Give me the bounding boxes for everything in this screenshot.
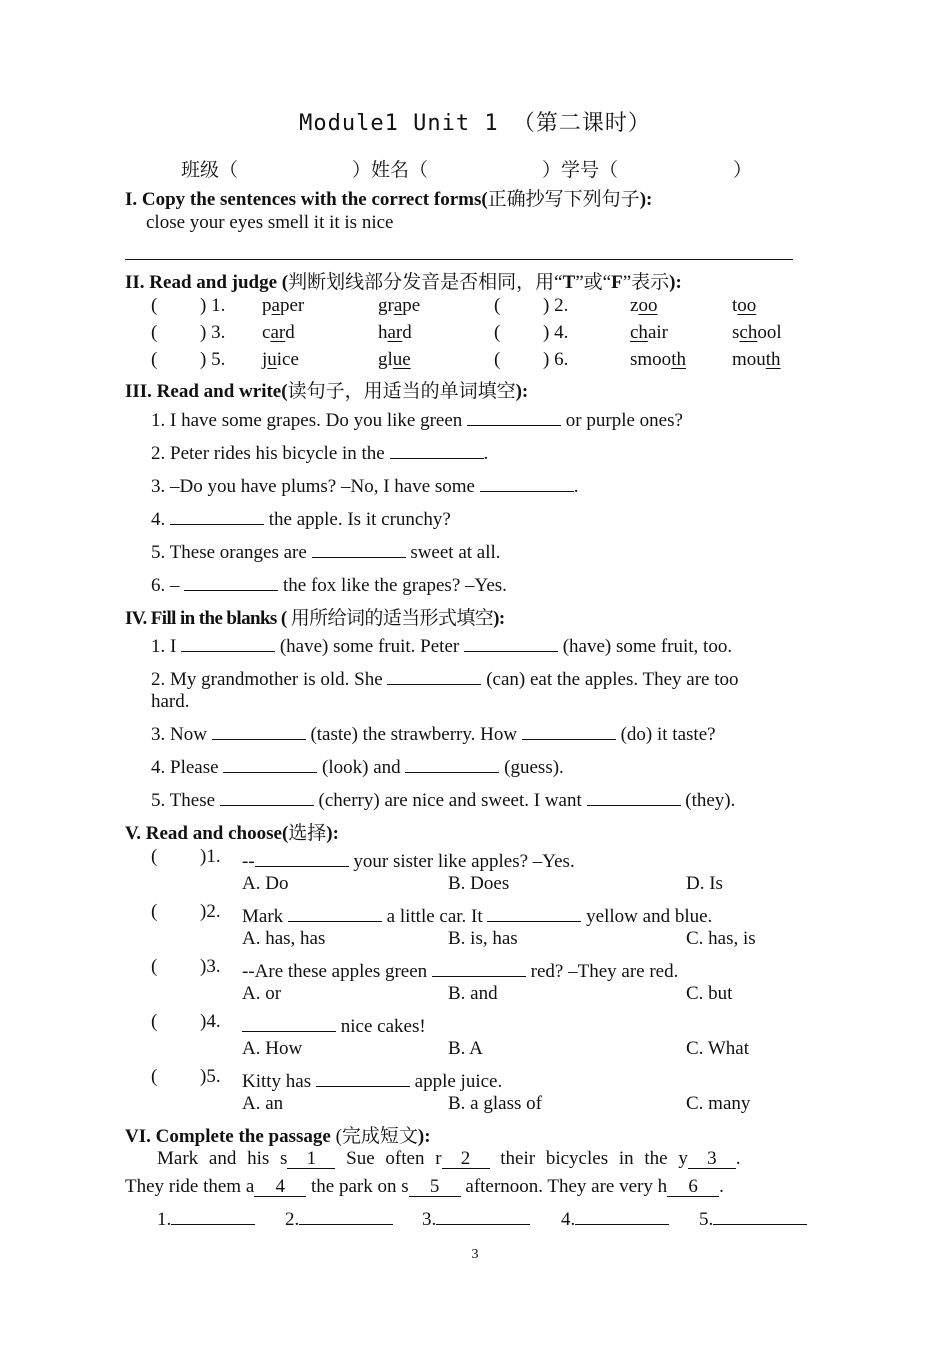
t-letter: T [562, 272, 576, 293]
item-number: ) 2. [543, 295, 569, 316]
section-3-heading [125, 376, 528, 403]
answer-slot: 2. [285, 1204, 393, 1231]
blank[interactable] [405, 752, 499, 773]
heading-cn: (完成短文 [335, 1126, 418, 1147]
heading-end: ): [669, 272, 682, 293]
item-number: ) 6. [543, 349, 569, 370]
heading-end: ): [326, 823, 339, 844]
option-a[interactable]: A. or [242, 983, 282, 1004]
word: card [262, 322, 295, 343]
heading-end-cn: ”表示 [622, 272, 670, 293]
heading-end: ): [515, 381, 529, 402]
blank[interactable] [181, 631, 275, 652]
item-number: ) 1. [200, 295, 226, 316]
section-1-heading [125, 184, 652, 211]
item-number: )1. [200, 846, 221, 867]
paren-open: ( [151, 846, 158, 867]
blank[interactable] [171, 1204, 255, 1225]
word: too [732, 295, 757, 316]
paren-open: ( [151, 295, 158, 316]
option-b[interactable]: B. and [448, 983, 498, 1004]
blank[interactable] [223, 752, 317, 773]
question: 5. These (cherry) are nice and sweet. I want (they). [151, 785, 735, 812]
blank[interactable] [432, 956, 526, 977]
answer-slot: 4. [561, 1204, 669, 1231]
option-b[interactable]: B. a glass of [448, 1093, 542, 1114]
word: school [732, 322, 782, 343]
heading-text: VI. Complete the passage [125, 1126, 336, 1147]
question: Mark a little car. It yellow and blue. [242, 901, 712, 928]
question-continued: hard. [151, 691, 190, 712]
question: --Are these apples green red? –They are red. [242, 956, 678, 983]
paren-open: ( [151, 349, 158, 370]
item-number: )4. [200, 1011, 221, 1032]
option-a[interactable]: A. has, has [242, 928, 326, 949]
heading-end: ): [493, 608, 505, 629]
blank[interactable] [255, 846, 349, 867]
blank[interactable] [464, 631, 558, 652]
question: -- your sister like apples? –Yes. [242, 846, 575, 873]
blank[interactable] [299, 1204, 393, 1225]
word: hard [378, 322, 412, 343]
info-close: ） [733, 160, 753, 181]
blank[interactable] [184, 570, 278, 591]
blank[interactable] [242, 1011, 336, 1032]
item-number: ) 3. [200, 322, 226, 343]
option-b[interactable]: B. Does [448, 873, 510, 894]
blank[interactable] [487, 901, 581, 922]
item-number: ) 5. [200, 349, 226, 370]
blank[interactable] [170, 504, 264, 525]
word: zoo [630, 295, 658, 316]
paren-open: ( [151, 901, 158, 922]
question: 1. I (have) some fruit. Peter (have) some fruit, too. [151, 631, 732, 658]
option-c[interactable]: C. but [686, 983, 733, 1004]
word: chair [630, 322, 668, 343]
class-label: 班级（ [181, 160, 239, 181]
heading-text: II. Read and judge ( [125, 272, 289, 293]
word: mouth [732, 349, 781, 370]
passage-blank-2[interactable]: 2 [442, 1148, 490, 1169]
heading-cn: 用所给词的适当形式填空 [286, 608, 494, 629]
heading-mid: ”或“ [575, 272, 612, 293]
passage-blank-5[interactable]: 5 [409, 1176, 461, 1197]
blank[interactable] [480, 471, 574, 492]
question: 2. My grandmother is old. She (can) eat the apples. They are too [151, 664, 739, 691]
f-letter: F [611, 272, 623, 293]
word: juice [262, 349, 299, 370]
copy-sentence: close your eyes smell it it is nice [146, 212, 394, 233]
blank[interactable] [312, 537, 406, 558]
paren-open: ( [151, 1066, 158, 1087]
question: 2. Peter rides his bicycle in the . [151, 438, 488, 465]
option-c[interactable]: C. What [686, 1038, 749, 1059]
blank[interactable] [522, 719, 616, 740]
question: 4. the apple. Is it crunchy? [151, 504, 451, 531]
answer-slot: 3. [422, 1204, 530, 1231]
name-label: ）姓名（ [352, 160, 429, 181]
question: 3. –Do you have plums? –No, I have some . [151, 471, 579, 498]
blank[interactable] [316, 1066, 410, 1087]
passage-blank-4[interactable]: 4 [254, 1176, 306, 1197]
passage-blank-3[interactable]: 3 [688, 1148, 736, 1169]
blank[interactable] [436, 1204, 530, 1225]
blank[interactable] [587, 785, 681, 806]
question: 1. I have some grapes. Do you like green or purple ones? [151, 405, 683, 432]
option-c[interactable]: C. many [686, 1093, 751, 1114]
heading-text: V. Read and choose( [125, 823, 289, 844]
blank[interactable] [220, 785, 314, 806]
item-number: ) 4. [543, 322, 569, 343]
heading-cn: 选择 [288, 823, 327, 844]
page-number: 3 [471, 1247, 479, 1262]
blank[interactable] [387, 664, 481, 685]
option-a[interactable]: A. How [242, 1038, 303, 1059]
blank[interactable] [212, 719, 306, 740]
word: paper [262, 295, 305, 316]
page-title: Module1 Unit 1 （第二课时） [299, 111, 651, 136]
passage-line-1: Mark and his s 1 Sue often r 2 their bicycles in the y 3 . [157, 1148, 741, 1169]
option-a[interactable]: A. Do [242, 873, 289, 894]
heading-end: ): [639, 189, 653, 210]
question: 3. Now (taste) the strawberry. How (do) it taste? [151, 719, 716, 746]
heading-cn: 正确抄写下列句子 [487, 189, 640, 210]
paren-open: ( [151, 956, 158, 977]
paren-open: ( [494, 322, 501, 343]
question: 5. These oranges are sweet at all. [151, 537, 501, 564]
question: Kitty has apple juice. [242, 1066, 502, 1093]
blank[interactable] [467, 405, 561, 426]
blank[interactable] [390, 438, 484, 459]
heading-cn: 判断划线部分发音是否相同，用“ [288, 272, 563, 293]
section-2-heading [125, 267, 682, 294]
blank[interactable] [713, 1204, 807, 1225]
option-d[interactable]: D. Is [686, 873, 723, 894]
answer-slot: 1. [157, 1204, 255, 1231]
item-number: )2. [200, 901, 221, 922]
section-5-heading [125, 818, 339, 845]
word: smooth [630, 349, 686, 370]
section-6-heading [125, 1121, 431, 1148]
paren-open: ( [151, 1011, 158, 1032]
heading-cn: 读句子，用适当的单词填空 [287, 381, 516, 402]
paren-open: ( [494, 295, 501, 316]
blank[interactable] [575, 1204, 669, 1225]
heading-text: III. Read and write( [125, 381, 288, 402]
question: 4. Please (look) and (guess). [151, 752, 564, 779]
heading-text: IV. Fill in the blanks ( [125, 608, 287, 629]
option-b[interactable]: B. is, has [448, 928, 518, 949]
heading-end: ): [417, 1126, 431, 1147]
paren-open: ( [151, 322, 158, 343]
item-number: )3. [200, 956, 221, 977]
word: glue [378, 349, 411, 370]
blank[interactable] [288, 901, 382, 922]
question: nice cakes! [242, 1011, 426, 1038]
section-4-heading [125, 603, 505, 630]
heading-text: I. Copy the sentences with the correct forms( [125, 189, 488, 210]
passage-line-2: They ride them a 4 the park on s 5 afternoon. They are very h 6 . [125, 1176, 724, 1197]
item-number: )5. [200, 1066, 221, 1087]
passage-blank-6[interactable]: 6 [667, 1176, 719, 1197]
answer-slot: 5. [699, 1204, 807, 1231]
id-label: ）学号（ [542, 160, 619, 181]
option-a[interactable]: A. an [242, 1093, 284, 1114]
option-b[interactable]: B. A [448, 1038, 483, 1059]
paren-open: ( [494, 349, 501, 370]
passage-blank-1[interactable]: 1 [287, 1148, 335, 1169]
word: grape [378, 295, 421, 316]
question: 6. – the fox like the grapes? –Yes. [151, 570, 507, 597]
option-c[interactable]: C. has, is [686, 928, 756, 949]
answer-line [125, 259, 793, 260]
